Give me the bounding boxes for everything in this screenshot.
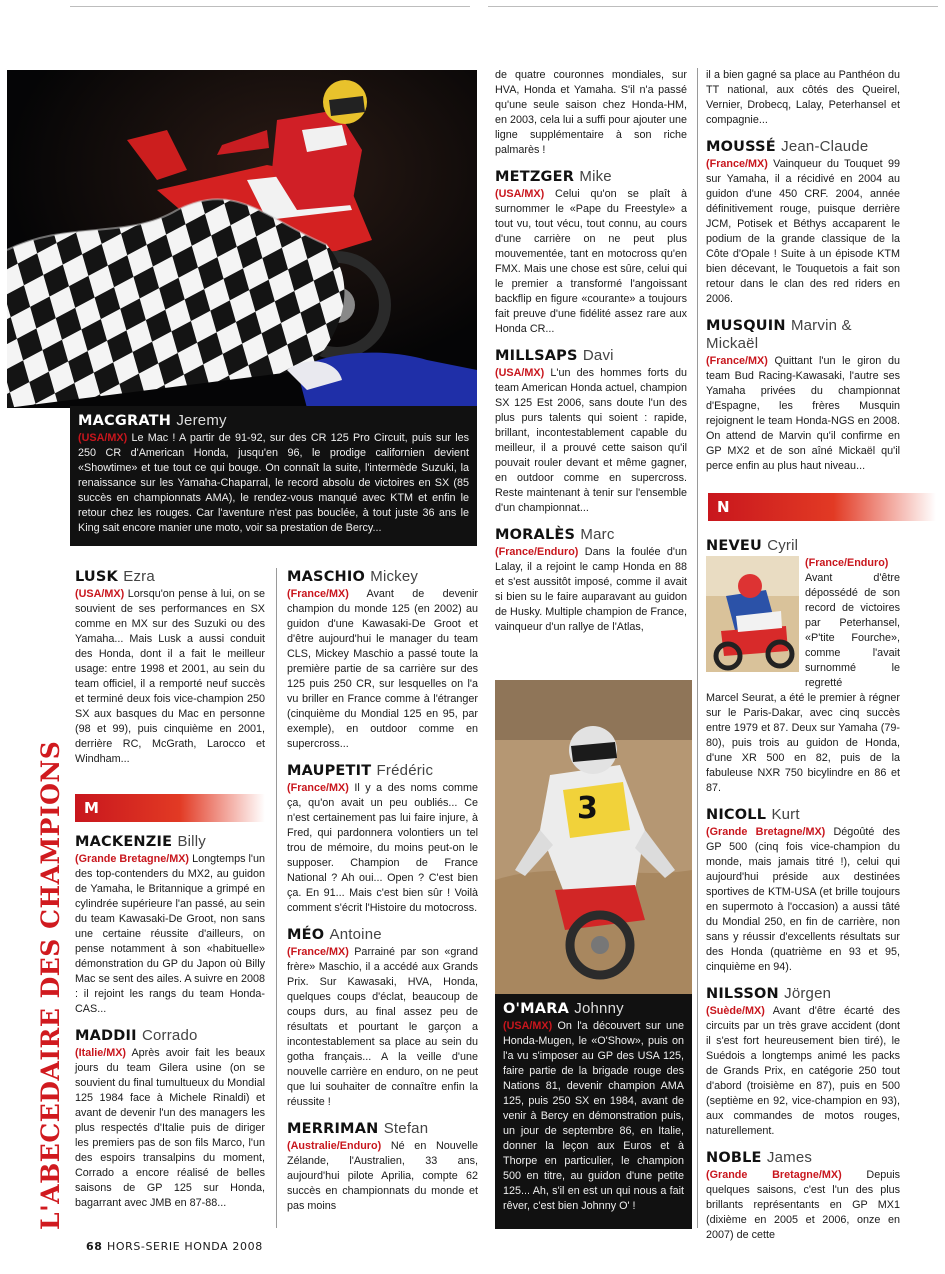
morales-continued: il a bien gagné sa place au Panthéon du TT national, aux côtés des Queirel, Vernier, Drobecq, Lalay, Peterhansel et compagnie...: [706, 69, 900, 126]
macgrath-caption: [70, 406, 477, 546]
mackenzie-tag: (Grande Bretagne/MX): [75, 853, 190, 865]
entry-mackenzie: [75, 833, 265, 1017]
macgrath-name: [78, 412, 469, 430]
merriman-surname: MERRIMAN: [287, 1121, 379, 1137]
morales-tag: (France/Enduro): [495, 546, 579, 558]
nilsson-surname: NILSSON: [706, 986, 779, 1002]
entry-maschio: [287, 568, 478, 752]
maddii-firstname: Corrado: [141, 1027, 198, 1044]
metzger-text: Celui qu'on se plaît à surnommer le «Pape du Freestyle» a tout vu, tout vécu, tout connu, au cours d'une carrière on ne peut plus mouvementée, tant en motocross qu'en FMX. Mais une chose est sûre, celui qui le premier a transformé l'angoissant backflip en figure «courante» a toujours fait preuve d'une fidélité assez rare aux Honda CR...: [495, 188, 687, 335]
maschio-text: Avant de devenir champion du monde 125 (en 2002) au guidon d'une Kawasaki-De Groot et d'être aujourd'hui le manager du team CLS, Mickey Maschio a passé toute la première partie de sa carrière sur des 125 puis 250 CR, sur lesquelles on l'a vu briller en France comme à l'étranger (cinquième du Mondial 125 en 95, par exemple), en outdoor comme en supercross...: [287, 588, 478, 750]
omara-photo: [495, 680, 692, 994]
entry-maddii: [75, 1027, 265, 1211]
entry-morales: [495, 526, 687, 635]
macgrath-photo: [7, 70, 477, 408]
meo-firstname: Antoine: [329, 926, 382, 943]
neveu-wrap: [706, 556, 900, 691]
maschio-name: [287, 568, 478, 586]
neveu-name: [706, 537, 900, 555]
entry-millsaps: [495, 347, 687, 516]
entry-musquin: [706, 317, 900, 474]
column-4-lower: [706, 537, 900, 1249]
entry-nilsson: [706, 985, 900, 1139]
mousse-name: [706, 138, 900, 156]
top-rule-right: [488, 6, 938, 7]
mackenzie-name: [75, 833, 265, 851]
omara-name: [503, 1000, 684, 1018]
noble-tag: (Grande Bretagne/MX): [706, 1169, 842, 1181]
musquin-tag: (France/MX): [706, 355, 768, 367]
merriman-tag: (Australie/Enduro): [287, 1140, 382, 1152]
page-folio: [86, 1240, 263, 1253]
lusk-surname: LUSK: [75, 569, 118, 585]
column-2: [287, 568, 478, 1220]
maupetit-name: [287, 762, 478, 780]
musquin-firstname: Marvin & Mickaël: [706, 317, 852, 352]
entry-meo: [287, 926, 478, 1110]
maddii-text: Après avoir fait les beaux jours du team Gilera usine (on se souvient du final tumultueux du Mondial 125 1984 face à Michele Rinaldi) et avant de devenir l'un des managers les plus respectés d'Italie puis de diriger les premiers pas de son fils Marco, l'un des espoirs transalpins du moment, Corrado a encore réalisé de belles saisons de GP 125 sur Honda, bagarrant avec JMB en 87-88...: [75, 1047, 265, 1209]
maddii-name: [75, 1027, 265, 1045]
meo-name: [287, 926, 478, 944]
letter-n: N: [717, 498, 730, 516]
millsaps-name: [495, 347, 687, 365]
maupetit-surname: MAUPETIT: [287, 763, 372, 779]
entry-maupetit: [287, 762, 478, 916]
macgrath-firstname: Jeremy: [176, 412, 227, 429]
millsaps-firstname: Davi: [582, 347, 614, 364]
macgrath-text: Le Mac ! A partir de 91-92, sur des CR 125 Pro Circuit, puis sur les 250 CR d'American Honda, jusqu'en 96, le prodige californien devient «Showtime» et tue tout ce qui bouge. On connaît la suite, l'intermède Suzuki, la renaissance sur les Yamaha-Chaparral, le record absolu de victoires en SX (85 succès en championnats AMA), le rendez-vous manqué avec KTM et enfin le retour chez les rouges. Car l'aventure n'est pas bouclée, à tout juste 36 ans le King sait encore manier une moto, voir sa prestation de Bercy...: [78, 432, 469, 534]
neveu-tag: (France/Enduro): [805, 557, 889, 569]
column-4: [706, 68, 900, 480]
column-1: [75, 568, 265, 773]
omara-tag: (USA/MX): [503, 1020, 553, 1032]
maupetit-tag: (France/MX): [287, 782, 349, 794]
metzger-name: [495, 168, 687, 186]
nilsson-firstname: Jörgen: [784, 985, 832, 1002]
merriman-text: Né en Nouvelle Zélande, l'Australien, 33 ans, aujourd'hui pilote Aprilia, compte 62 succès en championnats du monde et pas moins: [287, 1140, 478, 1212]
maupetit-text: Il y a des noms comme ça, qu'on avait un peu oubliés... Ce n'est certainement pas lui faire injure, à Fred, qui pardonnera volontiers un tel trou de mémoire, du moins peut-on le supposer. Champion de France National ? Ah oui... Open ? C'est bien ça. En 91... Mais c'est bien sûr ! Voilà comment s'écrit l'Histoire du motocross.: [287, 782, 478, 914]
nicoll-surname: NICOLL: [706, 807, 767, 823]
metzger-firstname: Mike: [579, 168, 612, 185]
entry-merriman: [287, 1120, 478, 1214]
morales-text: Dans la foulée d'un Lalay, il a rejoint le camp Honda en 88 et s'est aussitôt imposé, comme il avait si bien su le faire auparavant au guidon de Husky. Multiple champion de France, vainqueur d'un rallye de l'Atlas,: [495, 546, 687, 633]
millsaps-surname: MILLSAPS: [495, 348, 578, 364]
entry-metzger: [495, 168, 687, 337]
maddii-tag: (Italie/MX): [75, 1047, 126, 1059]
mackenzie-surname: MACKENZIE: [75, 834, 173, 850]
top-rule-left: [70, 6, 470, 7]
neveu-surname: NEVEU: [706, 538, 762, 554]
entry-noble: [706, 1149, 900, 1243]
column-rule-1: [276, 568, 277, 1228]
nicoll-name: [706, 806, 900, 824]
omara-surname: O'MARA: [503, 1001, 570, 1017]
nicoll-text: Dégoûté des GP 500 (cinq fois vice-champion du monde, mais jamais titré !), celui qui aujourd'hui préside aux destinées sportives de KTM-USA (et brille toujours en supermoto à l'occasion) a aussi tâté du Mondial 250, en fin de carrière, non sans y réussir d'excellents résultats sur des Honda (quatrième en 93 et 95, cinquième en 94).: [706, 826, 900, 973]
mousse-surname: MOUSSÉ: [706, 139, 776, 155]
noble-name: [706, 1149, 900, 1167]
nilsson-text: Avant d'être écarté des circuits par un très grave accident (dont il s'est fort heureusement bien tiré), le Suédois a longtemps animé les packs de Grands Prix, en catégorie 250 tout d'abord (troisième en 87), puis en 500 (septième en 92, vice-champion en 93), aux commandes de motos rouges, naturellement.: [706, 1005, 900, 1137]
omara-photo-art: [495, 680, 692, 994]
maschio-surname: MASCHIO: [287, 569, 365, 585]
macgrath-surname: MACGRATH: [78, 413, 172, 429]
meo-surname: MÉO: [287, 927, 325, 943]
mousse-tag: (France/MX): [706, 158, 768, 170]
column-rule-3: [697, 68, 698, 1228]
publication-name: HORS-SERIE HONDA 2008: [106, 1240, 263, 1253]
nilsson-tag: (Suède/MX): [706, 1005, 765, 1017]
noble-firstname: James: [766, 1149, 813, 1166]
millsaps-tag: (USA/MX): [495, 367, 545, 379]
column-3: [495, 68, 687, 641]
millsaps-text: L'un des hommes forts du team American Honda actuel, champion SX 125 Est 2006, sans doute l'un des plus purs talents qui soient : rapide, brillant, incontestablement capable du meilleur, il a prouvé cette saison qu'il pouvait rouler devant et même gagner, en outdoor comme en supercross. Reste maintenant à tenir sur l'ensemble d'un championnat...: [495, 367, 687, 514]
omara-firstname: Johnny: [574, 1000, 624, 1017]
musquin-surname: MUSQUIN: [706, 318, 786, 334]
macgrath-tag: (USA/MX): [78, 432, 128, 444]
metzger-tag: (USA/MX): [495, 188, 545, 200]
mackenzie-text: Longtemps l'un des top-contenders du MX2, au guidon de Yamaha, le Britannique a grimpé en cylindrée supérieure l'an passé, au sein du team Kawasaki-De Groot, non sans une certaine réussite d'ailleurs, on pense notamment à son «habituelle» démonstration du GP du Japon où Billy Mac se sent des ailes. A suivre en 2008 : il rejoint les rangs du team Honda-CAS...: [75, 853, 266, 1015]
page-number: 68: [86, 1240, 103, 1253]
omara-text: On l'a découvert sur une Honda-Mugen, le «O'Show», puis on l'a vu s'imposer au GP des USA 125, faire partie de la brigade rouge des Nations 81, devenir champion AMA 125, puis 250 SX en 1984, avant de venir à Bercy en démonstration puis, un jour de septembre 86, en Italie, donner la leçon aux Euros et à Thorpe en particulier, le champion 500 en titre, au guidon d'une petite 125... Ah, s'il en est un qui nous a fait rêver, c'est bien Johnny O' !: [503, 1020, 684, 1212]
nilsson-name: [706, 985, 900, 1003]
column-1-lower: [75, 833, 265, 1217]
entry-lusk: [75, 568, 265, 767]
morales-name: [495, 526, 687, 544]
omara-number: 3: [577, 791, 598, 826]
nicoll-tag: (Grande Bretagne/MX): [706, 826, 826, 838]
metzger-surname: METZGER: [495, 169, 575, 185]
noble-surname: NOBLE: [706, 1150, 762, 1166]
macgrath-photo-art: [7, 70, 477, 408]
meo-tag: (France/MX): [287, 946, 349, 958]
noble-text: Depuis quelques saisons, c'est l'un des plus brillants représentants en GP MX1 (dixième en 2005 et 2006, onze en 2007) de cette: [706, 1169, 900, 1241]
maddii-surname: MADDII: [75, 1028, 137, 1044]
merriman-continued: de quatre couronnes mondiales, sur HVA, Honda et Yamaha. S'il n'a passé qu'une seule saison chez Honda-HM, en 2003, cela lui a suffi pour ajouter une ligne supplémentaire à son riche palmarès !: [495, 69, 687, 156]
morales-firstname: Marc: [580, 526, 615, 543]
neveu-photo-art: [706, 556, 799, 672]
lusk-tag: (USA/MX): [75, 588, 125, 600]
entry-mousse: [706, 138, 900, 307]
lusk-text: Lorsqu'on pense à lui, on se souvient de ses performances en SX comme en MX sur des Suzuki ou des Yamaha... Mais Lusk a aussi conduit des Honda, dont il a fait le meilleur usage: entre 1998 et 2001, au sein du team officiel, il a remporté neuf succès et terminé deux fois vice-champion 250 SX aux basques du Mac en personne (98 et 99), puis cinquième en 2001, derrière RC, McGrath, Larocco et Windham...: [75, 588, 265, 765]
lusk-firstname: Ezra: [123, 568, 155, 585]
entry-nicoll: [706, 806, 900, 975]
morales-surname: MORALÈS: [495, 527, 576, 543]
neveu-photo: [706, 556, 799, 672]
meo-text: Parrainé par son «grand frère» Maschio, il a accédé aux Grands Prix. Sur Kawasaki, HVA, Honda, quelques coups d'éclat, beaucoup de coups durs, au final assez peu de résultats et pourtant le garçon a incontestablement sa place au sein du gotha français... A la veille d'une nouvelle carrière en enduro, on ne peut que lui souhaiter de connaître enfin la réussite !: [287, 946, 478, 1108]
maschio-firstname: Mickey: [370, 568, 419, 585]
letter-m: M: [84, 799, 99, 817]
omara-caption: [495, 994, 692, 1229]
vertical-section-title: L'ABECEDAIRE DES CHAMPIONS: [36, 740, 65, 1230]
maupetit-firstname: Frédéric: [376, 762, 434, 779]
letter-n-bar: [708, 493, 936, 521]
entry-neveu: [706, 537, 900, 796]
musquin-text: Quittant l'un le giron du team Bud Racing-Kawasaki, l'autre ses Yamaha privées du championnat d'Espagne, les frères Musquin rejoignent le team Honda-NGS en 2008. On attend de Marvin qu'il confirme en GP MX2 et de son aîné Mickaël qu'il perce enfin au plus haut niveau...: [706, 355, 900, 472]
neveu-text: Marcel Seurat, a été le premier à régner sur le Paris-Dakar, avec cinq succès entre 1979 et 87. Deux sur Yamaha (79-80), puis trois au guidon de Honda, d'une XR 500 en 82, puis de la fabuleuse NXR 750 bicylindre en 86 et 87.: [706, 692, 900, 794]
lusk-name: [75, 568, 265, 586]
nicoll-firstname: Kurt: [771, 806, 800, 823]
letter-m-bar: [75, 794, 265, 822]
mousse-text: Vainqueur du Touquet 99 sur Yamaha, il a récidivé en 2004 au guidon d'une 450 CRF. 2004, année définitivement rouge, puisque derrière JCM, Potisek et Béthys accaparent le podium de la grande classique de la Côte d'Opale ! Suite à un épisode KTM bien décevant, le Touquetois a fait son retour dans le clan des red riders en 2006.: [706, 158, 900, 305]
neveu-text-wrap: Avant d'être dépossédé de son record de victoires par Peterhansel, «P'tite Fourche», comme l'avait surnommé le regretté: [805, 572, 900, 689]
maschio-tag: (France/MX): [287, 588, 349, 600]
merriman-firstname: Stefan: [383, 1120, 429, 1137]
mackenzie-firstname: Billy: [177, 833, 206, 850]
merriman-name: [287, 1120, 478, 1138]
musquin-name: [706, 317, 900, 353]
neveu-firstname: Cyril: [767, 537, 799, 554]
mousse-firstname: Jean-Claude: [781, 138, 869, 155]
